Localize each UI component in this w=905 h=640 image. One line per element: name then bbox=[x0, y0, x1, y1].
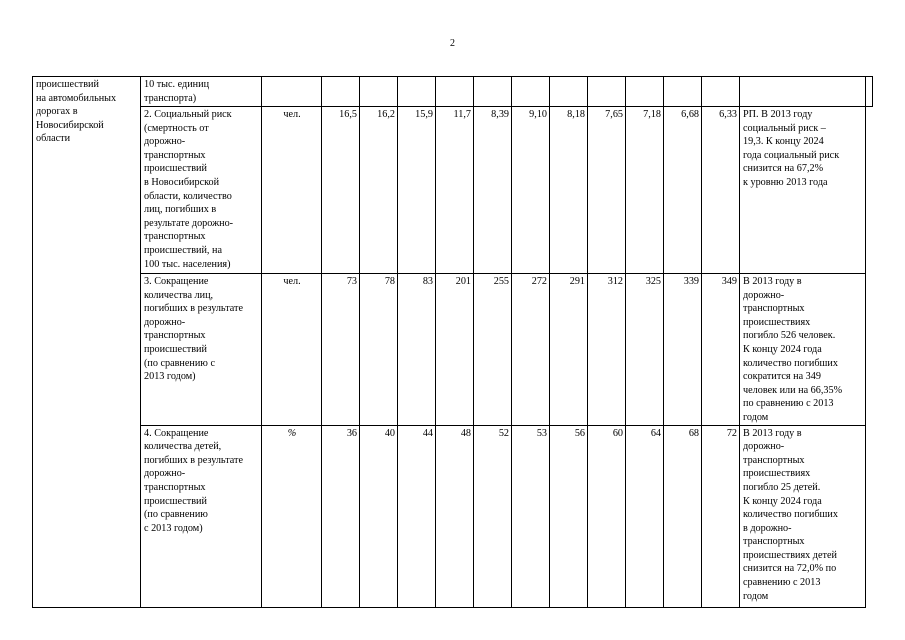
value-cell: 9,10 bbox=[512, 107, 550, 274]
note-line: происшествиях bbox=[743, 316, 811, 328]
note-line: годом bbox=[743, 590, 769, 602]
note-line: погибло 25 детей. bbox=[743, 481, 821, 493]
note-line: происшествиях bbox=[743, 468, 811, 480]
indicator-name-line: 3. Сокращение bbox=[144, 276, 209, 287]
section-label-line: на автомобильных bbox=[36, 92, 117, 104]
indicator-name-line: в Новосибирской bbox=[144, 176, 220, 188]
indicator-name-line: транспортных bbox=[144, 149, 206, 161]
indicators-table bbox=[32, 76, 873, 608]
section-label-line: Новосибирской bbox=[36, 119, 104, 131]
note-line: транспортных bbox=[743, 303, 805, 315]
indicator-name-line: с 2013 годом) bbox=[144, 522, 203, 534]
table-row bbox=[33, 425, 873, 607]
value-cell bbox=[664, 77, 702, 107]
indicator-name-line: 2. Социальный риск bbox=[144, 109, 232, 120]
indicator-name-line: 10 тыс. единиц bbox=[144, 79, 210, 90]
indicator-name-line: (по сравнению bbox=[144, 509, 208, 521]
value-cell: 201 bbox=[436, 274, 474, 426]
section-label-line: дорогах в bbox=[36, 106, 78, 118]
indicator-name-line: 2013 годом) bbox=[144, 371, 196, 383]
indicator-name-line: (смертность от bbox=[144, 122, 209, 134]
value-cell: 15,9 bbox=[398, 107, 436, 274]
value-cell: 272 bbox=[512, 274, 550, 426]
note-line: К концу 2024 года bbox=[743, 343, 822, 355]
indicator-name-line: 100 тыс. населения) bbox=[144, 258, 231, 270]
section-label-line: происшествий bbox=[36, 79, 99, 90]
indicator-name-line: количества лиц, bbox=[144, 289, 214, 301]
indicator-name-line: происшествий, на bbox=[144, 244, 222, 256]
value-cell bbox=[702, 77, 740, 107]
value-cell: 6,33 bbox=[702, 107, 740, 274]
value-cell: 36 bbox=[322, 425, 360, 607]
value-cell: 44 bbox=[398, 425, 436, 607]
value-cell: 64 bbox=[626, 425, 664, 607]
note-line: к уровню 2013 года bbox=[743, 176, 828, 188]
note-line: количество погибших bbox=[743, 357, 838, 369]
note-line: погибло 526 человек. bbox=[743, 330, 836, 342]
value-cell bbox=[626, 77, 664, 107]
table-row bbox=[33, 107, 873, 274]
section-label-line: области bbox=[36, 133, 71, 145]
note-line: годом bbox=[743, 411, 769, 423]
value-cell: 325 bbox=[626, 274, 664, 426]
indicator-name-line: дорожно- bbox=[144, 468, 186, 480]
indicator-name-line: происшествий bbox=[144, 343, 207, 355]
value-cell: 7,65 bbox=[588, 107, 626, 274]
unit-cell: чел. bbox=[262, 274, 322, 426]
value-cell: 8,39 bbox=[474, 107, 512, 274]
note-line: снизится на 72,0% по bbox=[743, 563, 837, 575]
indicator-name-line: количества детей, bbox=[144, 441, 222, 453]
value-cell: 7,18 bbox=[626, 107, 664, 274]
value-cell: 40 bbox=[360, 425, 398, 607]
note-line: РП. В 2013 году bbox=[743, 109, 813, 120]
value-cell: 11,7 bbox=[436, 107, 474, 274]
value-cell bbox=[360, 77, 398, 107]
note-line: человек или на 66,35% bbox=[743, 384, 843, 396]
note-cell bbox=[740, 107, 866, 274]
value-cell: 78 bbox=[360, 274, 398, 426]
indicator-name-line: дорожно- bbox=[144, 136, 186, 148]
note-line: дорожно- bbox=[743, 289, 785, 301]
indicator-name-line: транспортных bbox=[144, 330, 206, 342]
note-line: сократится на 349 bbox=[743, 371, 821, 383]
note-line: сравнению с 2013 bbox=[743, 577, 821, 589]
value-cell bbox=[436, 77, 474, 107]
value-cell: 60 bbox=[588, 425, 626, 607]
note-line: 19,3. К концу 2024 bbox=[743, 136, 824, 148]
note-line: В 2013 году в bbox=[743, 276, 802, 287]
value-cell: 56 bbox=[550, 425, 588, 607]
value-cell bbox=[322, 77, 360, 107]
note-line: снизится на 67,2% bbox=[743, 163, 824, 175]
unit-cell bbox=[262, 77, 322, 107]
indicator-name-line: транспорта) bbox=[144, 92, 197, 104]
note-cell bbox=[866, 77, 873, 107]
indicator-name-line: происшествий bbox=[144, 495, 207, 507]
table-row bbox=[33, 274, 873, 426]
value-cell: 68 bbox=[664, 425, 702, 607]
note-line: В 2013 году в bbox=[743, 427, 802, 439]
indicator-name-cell bbox=[141, 107, 262, 274]
note-line: транспортных bbox=[743, 454, 805, 466]
value-cell: 73 bbox=[322, 274, 360, 426]
indicator-name-line: 4. Сокращение bbox=[144, 427, 209, 439]
value-cell: 48 bbox=[436, 425, 474, 607]
note-line: социальный риск – bbox=[743, 122, 826, 134]
value-cell: 255 bbox=[474, 274, 512, 426]
value-cell bbox=[588, 77, 626, 107]
value-cell bbox=[398, 77, 436, 107]
indicator-name-cell bbox=[141, 274, 262, 426]
value-cell: 312 bbox=[588, 274, 626, 426]
indicator-name-line: транспортных bbox=[144, 231, 206, 243]
unit-cell: чел. bbox=[262, 107, 322, 274]
value-cell: 52 bbox=[474, 425, 512, 607]
section-label-cell bbox=[33, 77, 141, 608]
indicator-name-line: происшествий bbox=[144, 163, 207, 175]
indicator-name-line: лиц, погибших в bbox=[144, 204, 217, 216]
note-line: в дорожно- bbox=[743, 522, 792, 534]
value-cell: 53 bbox=[512, 425, 550, 607]
value-cell: 291 bbox=[550, 274, 588, 426]
indicator-name-line: транспортных bbox=[144, 481, 206, 493]
value-cell: 83 bbox=[398, 274, 436, 426]
indicator-name-cell bbox=[141, 425, 262, 607]
note-line: по сравнению с 2013 bbox=[743, 398, 834, 410]
value-cell: 339 bbox=[664, 274, 702, 426]
value-cell bbox=[512, 77, 550, 107]
note-cell bbox=[740, 274, 866, 426]
indicator-name-line: области, количество bbox=[144, 190, 232, 202]
note-line: дорожно- bbox=[743, 441, 785, 453]
indicator-name-line: погибших в результате bbox=[144, 454, 243, 466]
indicator-name-line: дорожно- bbox=[144, 316, 186, 328]
value-cell bbox=[550, 77, 588, 107]
indicator-name-line: результате дорожно- bbox=[144, 217, 234, 229]
note-line: года социальный риск bbox=[743, 149, 840, 161]
value-cell bbox=[740, 77, 866, 107]
note-line: К концу 2024 года bbox=[743, 495, 822, 507]
note-line: транспортных bbox=[743, 536, 805, 548]
page-number: 2 bbox=[450, 38, 455, 49]
value-cell: 72 bbox=[702, 425, 740, 607]
unit-cell: % bbox=[262, 425, 322, 607]
value-cell: 16,5 bbox=[322, 107, 360, 274]
value-cell: 6,68 bbox=[664, 107, 702, 274]
value-cell: 8,18 bbox=[550, 107, 588, 274]
value-cell bbox=[474, 77, 512, 107]
indicator-name-cell bbox=[141, 77, 262, 107]
table-row bbox=[33, 77, 873, 107]
note-line: количество погибших bbox=[743, 509, 838, 521]
table-body bbox=[33, 77, 873, 608]
indicator-name-line: (по сравнению с bbox=[144, 357, 215, 369]
note-line: происшествиях детей bbox=[743, 549, 837, 561]
note-cell bbox=[740, 425, 866, 607]
value-cell: 349 bbox=[702, 274, 740, 426]
indicator-name-line: погибших в результате bbox=[144, 303, 243, 315]
value-cell: 16,2 bbox=[360, 107, 398, 274]
